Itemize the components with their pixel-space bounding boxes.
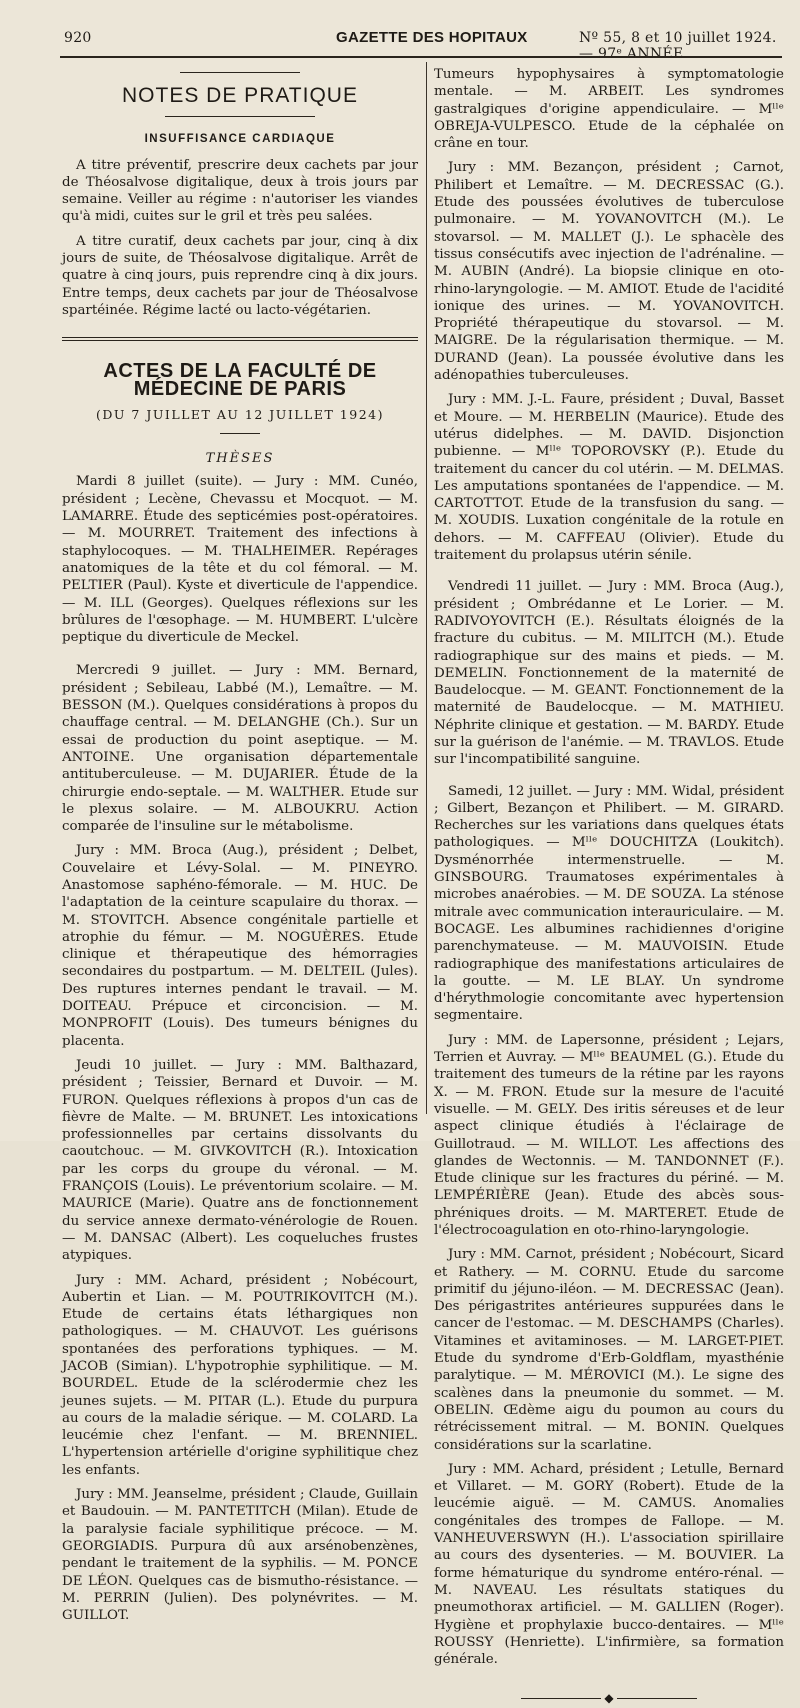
section-rule: [62, 337, 418, 341]
ornament-rule: [180, 72, 300, 73]
thesis-session: Jury : MM. Jeanselme, président ; Claude, Guillain et Baudouin. — M. PANTETITCH (Milan). Etude de la paralysie faciale syphilitique précoce. — M. GEORGIADIS. Purpura dû aux arsénobenzènes, pendant le traitement de la syphilis. — M. PONCE DE LÉON. Quelques cas de bismutho-résistance. — M. PERRIN (Julien). Des polynévrites. — M. GUILLOT.: [62, 1487, 418, 1624]
thesis-session: Mardi 8 juillet (suite). — Jury : MM. Cunéo, président ; Lecène, Chevassu et Mocquot. — M. LAMARRE. Étude des septicémies post-opératoires. — M. MOURRET. Traitement des infections à staphylocoques. — M. THALHEIMER. Repérages anatomiques de la tête et du col fémoral. — M. PELTIER (Paul). Kyste et diverticule de l'appendice. — M. ILL (Georges). Quelques réflexions sur les brûlures de l'œsophage. — M. HUMBERT. L'ulcère peptique du diverticule de Meckel.: [62, 474, 418, 646]
notes-title: NOTES DE PRATIQUE: [122, 84, 358, 107]
notes-paragraph: A titre curatif, deux cachets par jour, cinq à dix jours de suite, de Théosalvose digitalique. Arrêt de quatre à cinq jours, puis reprendre cinq à dix jours. Entre temps, deux cachets par jour de Théosalvose spartéinée. Régime lacté ou lacto-végétarien.: [62, 233, 418, 318]
left-column: [62, 66, 418, 1624]
notes-subtitle: INSUFFISANCE CARDIAQUE: [144, 133, 336, 146]
thesis-session: Tumeurs hypophysaires à symptomatologie mentale. — M. ARBEIT. Les syndromes gastralgiques d'origine appendiculaire. — Mˡˡᵉ OBREJA-VULPESCO. Etude de la céphalée on crâne en tour.: [434, 67, 784, 152]
header-rule: [60, 56, 782, 58]
column-divider: [426, 62, 427, 1114]
thesis-session: Vendredi 11 juillet. — Jury : MM. Broca (Aug.), président ; Ombrédanne et Le Lorier. — M. RADIVOYOVITCH (E.). Résultats éloignés de la fracture du cubitus. — M. MILITCH (M.). Etude radiographique sur des mains et pieds. — M. DEMELIN. Fonctionnement de la maternité de Baudelocque. — M. GEANT. Fonctionnement de la maternité de Baudelocque. — M. MATHIEU. Néphrite clinique et gestation. — M. BARDY. Etude sur la guérison de l'anémie. — M. TRAVLOS. Etude sur l'incompatibilité sanguine.: [434, 579, 784, 768]
running-head: [64, 26, 778, 62]
thesis-session: Jury : MM. Achard, président ; Letulle, Bernard et Villaret. — M. GORY (Robert). Etude de la leucémie aiguë. — M. CAMUS. Anomalies congénitales des trompes de Fallope. — M. VANHEUVERSWYN (H.). L'association spirillaire au cours des dysenteries. — M. BOUVIER. La forme hématurique du syndrome entéro-rénal. — M. NAVEAU. Les résultats statiques du pneumothorax artificiel. — M. GALLIEN (Roger). Hygiène et prophylaxie bucco-dentaires. — Mˡˡᵉ ROUSSY (Henriette). L'infirmière, sa formation générale.: [434, 1461, 784, 1668]
thesis-session: Jury : MM. Achard, président ; Nobécourt, Aubertin et Lian. — M. POUTRIKOVITCH (M.). Etude de certains états léthargiques non pathologiques. — M. CHAUVOT. Les guérisons spontanées des perforations typhiques. — M. JACOB (Simian). L'hypotrophie syphilitique. — M. BOURDEL. Etude de la sclérodermie chez les jeunes sujets. — M. PITAR (L.). Etude du purpura au cours de la maladie sérique. — M. COLARD. La leucémie chez l'enfant. — M. BRENNIEL. L'hypertension artérielle d'origine syphilitique chez les enfants.: [62, 1272, 418, 1478]
dates-rule: [220, 433, 260, 434]
thesis-session: Mercredi 9 juillet. — Jury : MM. Bernard, président ; Sebileau, Labbé (M.), Lemaître. — M. BESSON (M.). Quelques considérations à propos du chauffage central. — M. DELANGHE (Ch.). Sur un essai de production du point aseptique. — M. ANTOINE. Une organisation départementale antituberculeuse. — M. DUJARIER. Étude de la chirurgie endo-septale. — M. WALTHER. Etude sur le plexus solaire. — M. ALBOUKRU. Action comparée de l'insuline sur le métabolisme.: [62, 663, 418, 835]
end-ornament: ◆: [509, 1690, 709, 1707]
thesis-session: Jury : MM. J.-L. Faure, président ; Duval, Basset et Moure. — M. HERBELIN (Maurice). Etude des utérus didelphes. — M. DAVID. Disjonction pubienne. — Mˡˡᵉ TOPOROVSKY (P.). Etude du traitement du cancer du col utérin. — M. DELMAS. Les amputations spontanées de l'appendice. — M. CARTOTTOT. Etude de la transfusion du sang. — M. XOUDIS. Luxation congénitale de la rotule en dehors. — M. CAFFEAU (Olivier). Etude du traitement du prolapsus utérin sénile.: [434, 392, 784, 564]
theses-heading: THÈSES: [205, 451, 275, 467]
issue-info: Nº 55, 8 et 10 juillet 1924. — 97ᵉ ANNÉE.: [579, 30, 777, 62]
actes-dates: (DU 7 JUILLET AU 12 JUILLET 1924): [96, 406, 384, 422]
right-column: [434, 66, 784, 1708]
page-number: 920: [64, 30, 92, 46]
thesis-session: Jury : MM. Bezançon, président ; Carnot, Philibert et Lemaître. — M. DECRESSAC (G.). Etude des poussées évolutives de tuberculose pulmonaire. — M. YOVANOVITCH (M.). Le stovarsol. — M. MALLET (J.). Le sphacèle des tissus consécutifs avec injection de l'adrénaline. — M. AUBIN (André). La biopsie clinique en oto-rhino-laryngologie. — M. AMIOT. Etude de l'acidité ionique des urines. — M. YOVANOVITCH. Propriété thérapeutique du stovarsol. — M. MAIGRE. De la régularisation thermique. — M. DURAND (Jean). La poussée évolutive dans les adénopathies tuberculeuses.: [434, 160, 784, 384]
thesis-session: Jury : MM. Broca (Aug.), président ; Delbet, Couvelaire et Lévy-Solal. — M. PINEYRO. Anastomose saphéno-fémorale. — M. HUC. De l'adaptation de la ceinture scapulaire du thorax. — M. STOVITCH. Absence congénitale partielle et atrophie du fémur. — M. NOGUÈRES. Etude clinique et thérapeutique des hémorragies secondaires du postpartum. — M. DELTEIL (Jules). Des ruptures internes pendant le travail. — M. DOITEAU. Prépuce et circoncision. — M. MONPROFIT (Louis). Des tumeurs bénignes du placenta.: [62, 843, 418, 1049]
thesis-session: Jury : MM. de Lapersonne, président ; Lejars, Terrien et Auvray. — Mˡˡᵉ BEAUMEL (G.). Etude du traitement des tumeurs de la rétine par les rayons X. — M. FRON. Etude sur la mesure de l'acuité visuelle. — M. GELY. Des iritis séreuses et de leur aspect clinique étudiés à l'éclairage de Guillotraud. — M. WILLOT. Les affections des glandes de Wectonnis. — M. TANDONNET (F.). Etude clinique sur les fractures du périné. — M. LEMPÉRIÈRE (Jean). Etude des abcès sous-phréniques droits. — M. MARTERET. Etude de l'électrocoagulation en oto-rhino-laryngologie.: [434, 1032, 784, 1238]
journal-title: GAZETTE DES HOPITAUX: [336, 29, 528, 46]
thesis-session: Samedi, 12 juillet. — Jury : MM. Widal, président ; Gilbert, Bezançon et Philibert. — M. GIRARD. Recherches sur les variations dans quelques états pathologiques. — Mˡˡᵉ DOUCHITZA (Loukitch). Dysménorrhée intermenstruelle. — M. GINSBOURG. Traumatoses expérimentales à microbes anaérobies. — M. DE SOUZA. La sténose mitrale avec communication interauriculaire. — M. BOCAGE. Les albumines rachidiennes d'origine parenchymateuse. — M. MAUVOISIN. Etude radiographique des manifestations articulaires de la goutte. — M. LE BLAY. Un syndrome d'hérythmologie concomitante avec hypertension segmentaire.: [434, 783, 784, 1024]
notes-paragraph: A titre préventif, prescrire deux cachets par jour de Théosalvose digitalique, deux à trois jours par semaine. Veiller au régime : n'autoriser les viandes qu'à midi, cuites sur le gril et très peu salées.: [62, 157, 418, 225]
actes-title: ACTES DE LA FACULTÉ DE MÉDECINE DE PARIS: [103, 360, 377, 400]
thesis-session: Jury : MM. Carnot, président ; Nobécourt, Sicard et Rathery. — M. CORNU. Etude du sarcome primitif du jéjuno-iléon. — M. DECRESSAC (Jean). Des périgastrites antérieures suppurées dans le cancer de l'estomac. — M. DESCHAMPS (Charles). Vitamines et avitaminoses. — M. LARGET-PIET. Etude du syndrome d'Erb-Goldflam, myasthénie paralytique. — M. MÉROVICI (M.). Le signe des scalènes dans la pneumonie du sommet. — M. OBELIN. Œdème aigu du poumon au cours du rétrécissement mitral. — M. BONIN. Quelques considérations sur la scarlatine.: [434, 1247, 784, 1453]
thesis-session: Jeudi 10 juillet. — Jury : MM. Balthazard, président ; Teissier, Bernard et Duvoir. — M. FURON. Quelques réflexions à propos d'un cas de fièvre de Malte. — M. BRUNET. Les intoxications professionnelles par certains dissolvants du caoutchouc. — M. GIVKOVITCH (R.). Intoxication par les corps du groupe du véronal. — M. FRANÇOIS (Louis). Le préventorium scolaire. — M. MAURICE (Marie). Quatre ans de fonctionnement du service annexe dermato-vénérologie de Rouen. — M. DANSAC (Albert). Les coqueluches frustes atypiques.: [62, 1057, 418, 1264]
notes-rule: [165, 116, 315, 117]
